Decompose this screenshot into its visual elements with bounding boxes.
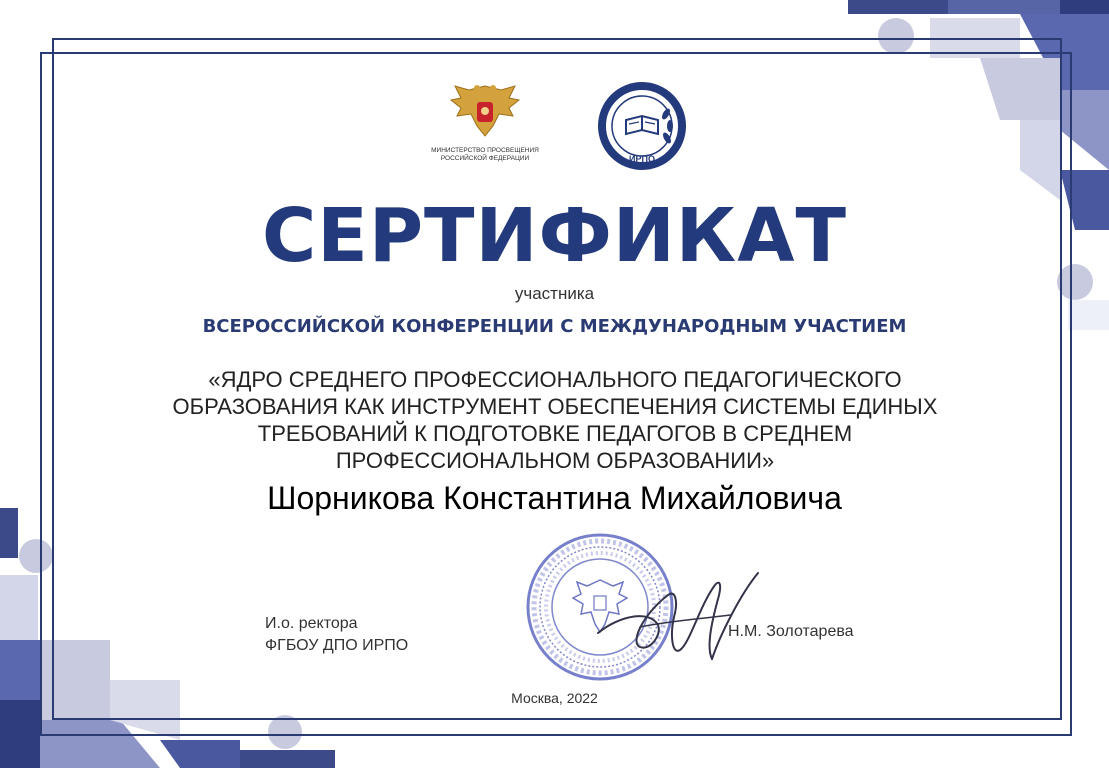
ministry-name-line2: РОССИЙСКОЙ ФЕДЕРАЦИИ: [440, 155, 530, 162]
signer-name: Н.М. Золотарева: [728, 623, 854, 640]
signer-role-line2: ФГБОУ ДПО ИРПО: [265, 637, 409, 654]
city-year: Москва, 2022: [511, 690, 598, 706]
signer-role-line1: И.о. ректора: [265, 615, 358, 632]
ministry-emblem-icon: [447, 80, 523, 140]
signer-role: [265, 613, 408, 657]
signature-icon: [580, 555, 770, 670]
topic-line: ОБРАЗОВАНИЯ КАК ИНСТРУМЕНТ ОБЕСПЕЧЕНИЯ СИСТЕМЫ ЕДИНЫХ: [172, 394, 938, 419]
irpo-label: ИРПО: [629, 154, 655, 164]
irpo-logo-icon: [596, 80, 688, 172]
topic-line: ПРОФЕССИОНАЛЬНОМ ОБРАЗОВАНИИ»: [335, 448, 775, 473]
topic-line: «ЯДРО СРЕДНЕГО ПРОФЕССИОНАЛЬНОГО ПЕДАГОГИЧЕСКОГО: [208, 367, 902, 392]
certificate-subtitle: участника: [514, 284, 595, 303]
topic-line: ТРЕБОВАНИЙ К ПОДГОТОВКЕ ПЕДАГОГОВ В СРЕДНЕМ: [257, 421, 853, 446]
ministry-name-line1: МИНИСТЕРСТВО ПРОСВЕЩЕНИЯ: [431, 147, 539, 154]
certificate-title: СЕРТИФИКАТ: [261, 193, 848, 279]
conference-name: ВСЕРОССИЙСКОЙ КОНФЕРЕНЦИИ С МЕЖДУНАРОДНЫМ УЧАСТИЕМ: [202, 316, 907, 337]
recipient-name: Шорникова Константина Михайловича: [267, 480, 842, 516]
ministry-logo: [420, 80, 550, 163]
conference-topic: [170, 366, 940, 474]
